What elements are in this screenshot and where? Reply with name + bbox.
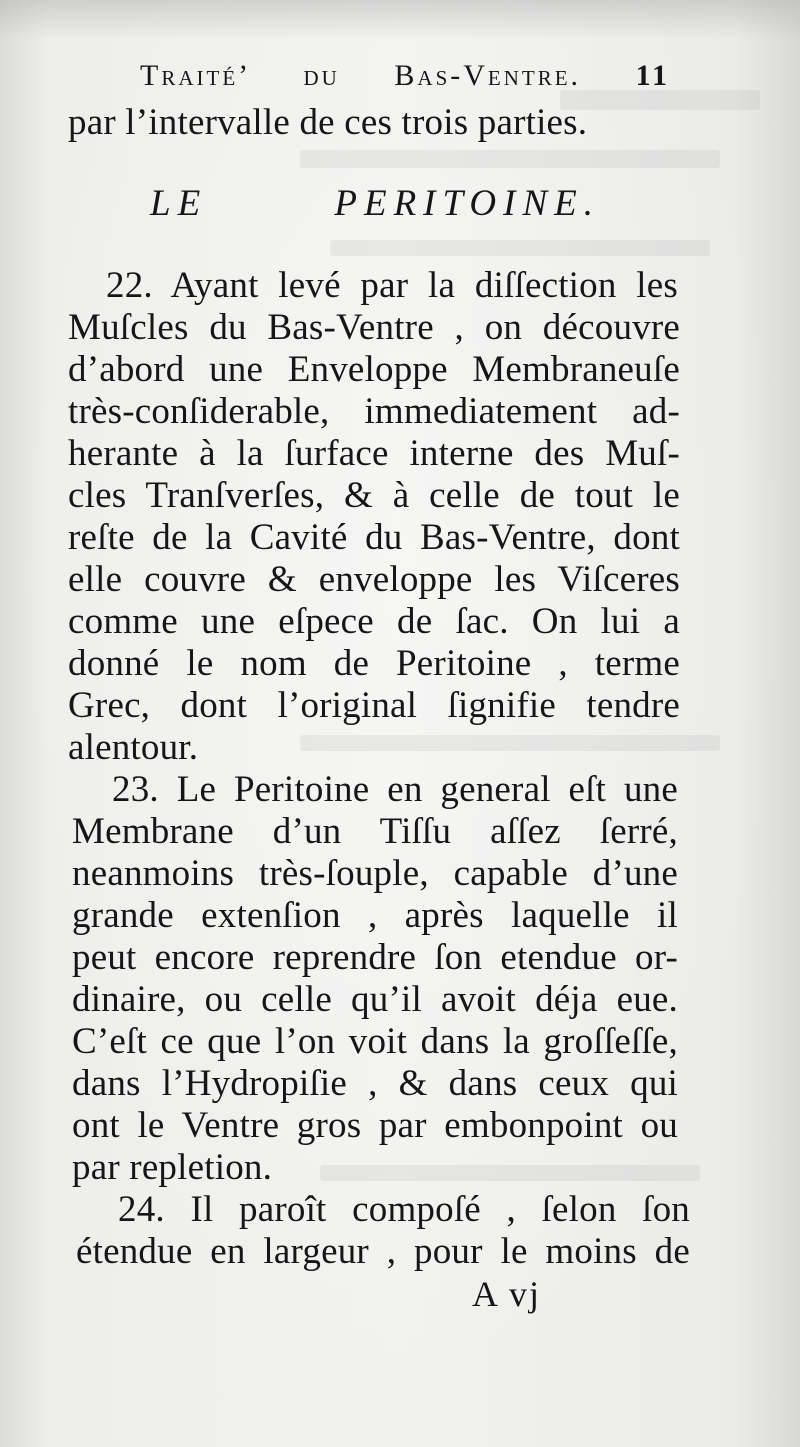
paragraph-22-line: elle couvre & enveloppe les Viſceres [68, 559, 680, 600]
paragraph-24-line: étendue en largeur , pour le moins de [76, 1231, 690, 1272]
paragraph-22-line: cles Tranſverſes, & à celle de tout le [68, 475, 680, 516]
paragraph-23-line: Membrane d’un Tiſſu aſſez ſerré, [72, 811, 678, 852]
paragraph-22-line: alentour. [68, 727, 199, 768]
text-line: par l’intervalle de ces trois parties. [68, 102, 588, 143]
paragraph-23-line: ont le Ventre gros par embonpoint ou [72, 1105, 678, 1146]
page-number: 11 [635, 59, 670, 92]
section-title: LE PERITOINE. [150, 183, 600, 224]
paragraph-22-line: donné le nom de Peritoine , terme [68, 643, 680, 684]
show-through-mark [330, 240, 710, 256]
signature-mark: A vj [472, 1274, 542, 1314]
paragraph-22-line: 22. Ayant levé par la diſſection les [106, 265, 678, 306]
show-through-mark [300, 150, 720, 168]
paragraph-22-line: reſte de la Cavité du Bas-Ventre, dont [68, 517, 680, 558]
paragraph-23-line: dinaire, ou celle qu’il avoit déja eue. [72, 979, 678, 1020]
paragraph-23-line: 23. Le Peritoine en general eſt une [112, 769, 678, 810]
paragraph-24-line: 24. Il paroît compoſé , ſelon ſon [118, 1189, 690, 1230]
running-head-title: Traité’ du Bas-Ventre. [140, 59, 582, 92]
paragraph-23-line: dans l’Hydropiſie , & dans ceux qui [72, 1063, 678, 1104]
paragraph-22-line: herante à la ſurface interne des Muſ- [68, 433, 680, 474]
paragraph-23-line: neanmoins très-ſouple, capable d’une [72, 853, 678, 894]
paragraph-23-line: peut encore reprendre ſon etendue or- [72, 937, 678, 978]
paragraph-23-line: grande extenſion , après laquelle il [72, 895, 678, 936]
paragraph-22-line: d’abord une Enveloppe Membraneuſe [68, 349, 680, 390]
paragraph-22-line: Muſcles du Bas-Ventre , on découvre [68, 307, 680, 348]
page-top-shadow [0, 0, 800, 40]
paragraph-23-line: C’eſt ce que l’on voit dans la groſſeſſe, [72, 1021, 678, 1062]
paragraph-22-line: Grec, dont l’original ſignifie tendre [68, 685, 680, 726]
paragraph-22-line: comme une eſpece de ſac. On lui a [68, 601, 680, 642]
running-head [140, 58, 670, 94]
paragraph-22-line: très-conſiderable, immediatement ad- [68, 391, 680, 432]
paragraph-23-line: par repletion. [72, 1147, 273, 1188]
